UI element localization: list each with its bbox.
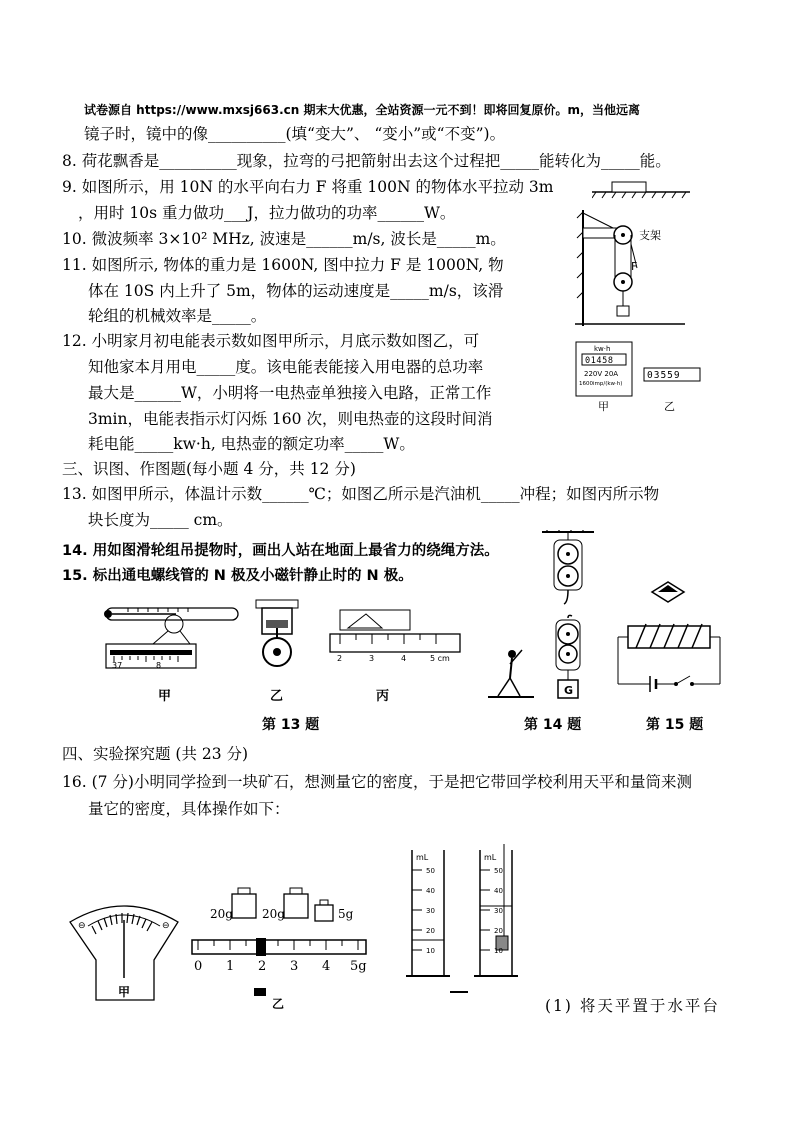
section-heading-3: 三、识图、作图题(每小题 4 分，共 12 分): [62, 460, 356, 478]
label-yi: 乙: [270, 689, 284, 704]
q13-engine-figure: [244, 596, 310, 706]
ml-label: mL: [484, 853, 497, 862]
label-yi: 乙: [272, 997, 285, 1011]
cyl-tick: 30: [426, 907, 435, 915]
text-line: 3min，电能表指示灯闪烁 160 次，则电热壶的这段时间消: [88, 410, 493, 428]
section-heading-4: 四、实验探究题 (共 23 分): [62, 745, 249, 763]
thermo-tick-8: 8: [156, 661, 162, 670]
text-line: 量它的密度，具体操作如下：: [88, 800, 290, 818]
label-jia: 甲: [598, 400, 609, 413]
question-10: 10. 微波频率 3×10² MHz, 波速是______m/s, 波长是_____m。: [62, 230, 506, 248]
question-11: 11. 如图所示, 物体的重力是 1600N, 图中拉力 F 是 1000N, 物: [62, 256, 504, 274]
scale-tick: 5g: [350, 959, 367, 974]
question-8: 8. 荷花飘香是__________现象，拉弯的弓把箭射出去这个过程把_____能转化为_____能。: [62, 152, 671, 170]
cyl-tick: 50: [426, 867, 435, 875]
q11-pulley-figure: [575, 208, 685, 328]
q13-thermometer-figure: [98, 596, 244, 706]
text-line: 块长度为_____ cm。: [88, 511, 233, 529]
question-14: 14. 用如图滑轮组吊提物时，画出人站在地面上最省力的绕绳方法。: [62, 543, 499, 559]
ruler-tick: 5 cm: [430, 654, 450, 663]
force-label: F: [631, 260, 638, 273]
label-jia: 甲: [158, 689, 172, 704]
weight-label: 5g: [338, 907, 354, 921]
cyl-tick: 10: [494, 947, 503, 955]
question-12: 12. 小明家月初电能表示数如图甲所示，月底示数如图乙，可: [62, 332, 480, 350]
scale-tick: 2: [258, 959, 267, 974]
ruler-tick: 4: [401, 654, 407, 663]
support-label: 支架: [639, 229, 661, 242]
cyl-tick: 40: [426, 887, 435, 895]
label-yi: 乙: [664, 400, 675, 413]
meter-spec-2: 1600imp/(kw·h): [579, 381, 623, 387]
text-line: 体在 10S 内上升了 5m，物体的运动速度是_____m/s，该滑: [88, 282, 504, 300]
meter-unit: kw·h: [594, 345, 611, 353]
q16-cylinders-figure: [400, 840, 536, 1000]
weight-label: 20g: [262, 907, 285, 921]
question-16: 16. (7 分)小明同学捡到一块矿石，想测量它的密度，于是把它带回学校利用天平和量筒来测: [62, 773, 692, 791]
meter-start-reading: 01458: [585, 356, 614, 366]
q14-pulley-figure: [486, 530, 596, 706]
q16-balance-pointer-figure: [66, 896, 182, 1008]
text-line: 知他家本月用电_____度。该电能表能接入用电器的总功率: [88, 358, 484, 376]
caption-q13: 第 13 题: [262, 717, 320, 733]
cyl-tick: 10: [426, 947, 435, 955]
q12-meter-figure: [572, 338, 712, 414]
svg-text:⊖: ⊖: [162, 921, 170, 931]
text-line: 轮组的机械效率是_____。: [88, 307, 267, 325]
scale-tick: 4: [322, 959, 331, 974]
ruler-tick: 3: [369, 654, 375, 663]
text-line: 最大是______W，小明将一电热壶单独接入电路，正常工作: [88, 384, 492, 402]
cyl-tick: 40: [494, 887, 503, 895]
scale-tick: 3: [290, 959, 299, 974]
svg-text:⊖: ⊖: [78, 921, 86, 931]
ruler-tick: 2: [337, 654, 343, 663]
meter-end-reading: 03559: [647, 370, 681, 381]
q15-solenoid-figure: [612, 570, 728, 700]
cyl-tick: 20: [426, 927, 435, 935]
label-bing: 丙: [376, 689, 390, 704]
text-line: 耗电能_____kw·h, 电热壶的额定功率_____W。: [88, 435, 415, 453]
q13-ruler-figure: [326, 606, 466, 706]
ml-label: mL: [416, 853, 429, 862]
meter-spec-1: 220V 20A: [584, 370, 619, 378]
load-g-label: G: [564, 684, 574, 697]
question-9: 9. 如图所示，用 10N 的水平向右力 F 将重 100N 的物体水平拉动 3m: [62, 178, 554, 196]
question-13: 13. 如图甲所示，体温计示数______℃；如图乙所示是汽油机_____冲程；如图丙所示物: [62, 485, 660, 503]
q9-ground-figure: [592, 178, 692, 200]
text-line: ，用时 10s 重力做功___J，拉力做功的功率______W。: [78, 204, 456, 222]
label-jia: 甲: [118, 985, 131, 999]
cyl-tick: 30: [494, 907, 503, 915]
q16-weights-figure: [190, 884, 370, 1014]
thermo-tick-37: 37: [112, 661, 123, 670]
caption-q14: 第 14 题: [524, 717, 582, 733]
text-line: (1) 将天平置于水平台: [545, 997, 720, 1015]
question-15: 15. 标出通电螺线管的 N 极及小磁针静止时的 N 极。: [62, 568, 413, 584]
caption-q15: 第 15 题: [646, 717, 704, 733]
text-line: 镜子时，镜中的像__________(填“变大”、 “变小”或“不变”)。: [84, 125, 506, 143]
cyl-tick: 20: [494, 927, 503, 935]
cyl-tick: 50: [494, 867, 503, 875]
scale-tick: 1: [226, 959, 235, 974]
scale-tick: 0: [194, 959, 203, 974]
source-banner: 试卷源自 https://www.mxsj663.cn 期末大优惠，全站资源一元不到！即将回复原价。m，当他远离: [84, 103, 640, 117]
weight-label: 20g: [210, 907, 233, 921]
